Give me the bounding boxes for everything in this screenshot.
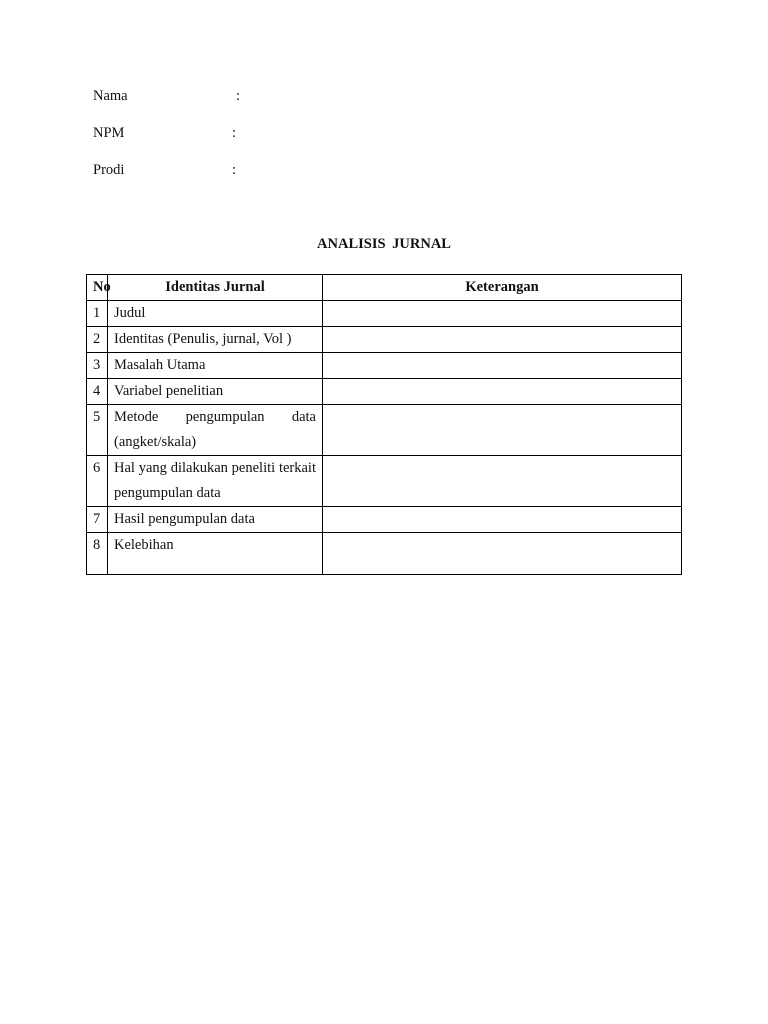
row-identitas: Hal yang dilakukan peneliti terkait pengumpulan data bbox=[108, 456, 323, 507]
row-keterangan bbox=[323, 533, 682, 575]
row-identitas: Identitas (Penulis, jurnal, Vol ) bbox=[108, 327, 323, 353]
table-row bbox=[87, 533, 682, 575]
row-keterangan bbox=[323, 353, 682, 379]
row-keterangan bbox=[323, 456, 682, 507]
header-no: No bbox=[87, 275, 108, 301]
document-title: ANALISIS JURNAL bbox=[317, 236, 451, 252]
field-label-prodi: Prodi bbox=[93, 162, 125, 178]
field-label-npm: NPM bbox=[93, 125, 125, 141]
field-colon-npm: : bbox=[232, 125, 237, 141]
table-row bbox=[87, 456, 682, 507]
row-identitas: Hasil pengumpulan data bbox=[108, 507, 323, 533]
header-identitas: Identitas Jurnal bbox=[108, 275, 323, 301]
table-row bbox=[87, 507, 682, 533]
row-number: 4 bbox=[87, 379, 108, 405]
table-row bbox=[87, 301, 682, 327]
row-number: 6 bbox=[87, 456, 108, 507]
table-row bbox=[87, 327, 682, 353]
row-number: 3 bbox=[87, 353, 108, 379]
row-keterangan bbox=[323, 379, 682, 405]
row-identitas: Variabel penelitian bbox=[108, 379, 323, 405]
row-keterangan bbox=[323, 327, 682, 353]
table-row bbox=[87, 379, 682, 405]
row-identitas: Masalah Utama bbox=[108, 353, 323, 379]
row-keterangan bbox=[323, 301, 682, 327]
row-identitas: Kelebihan bbox=[108, 533, 323, 575]
row-number: 7 bbox=[87, 507, 108, 533]
row-number: 1 bbox=[87, 301, 108, 327]
field-label-nama: Nama bbox=[93, 88, 128, 104]
row-number: 5 bbox=[87, 405, 108, 456]
row-keterangan bbox=[323, 507, 682, 533]
header-keterangan: Keterangan bbox=[323, 275, 682, 301]
row-number: 2 bbox=[87, 327, 108, 353]
row-number: 8 bbox=[87, 533, 108, 575]
field-colon-nama: : bbox=[236, 88, 241, 104]
row-keterangan bbox=[323, 405, 682, 456]
analysis-table bbox=[86, 274, 682, 575]
row-identitas: Metode pengumpulan data (angket/skala) bbox=[108, 405, 323, 456]
table-row bbox=[87, 405, 682, 456]
table-header-row bbox=[87, 275, 682, 301]
row-identitas: Judul bbox=[108, 301, 323, 327]
table-row bbox=[87, 353, 682, 379]
field-colon-prodi: : bbox=[232, 162, 237, 178]
